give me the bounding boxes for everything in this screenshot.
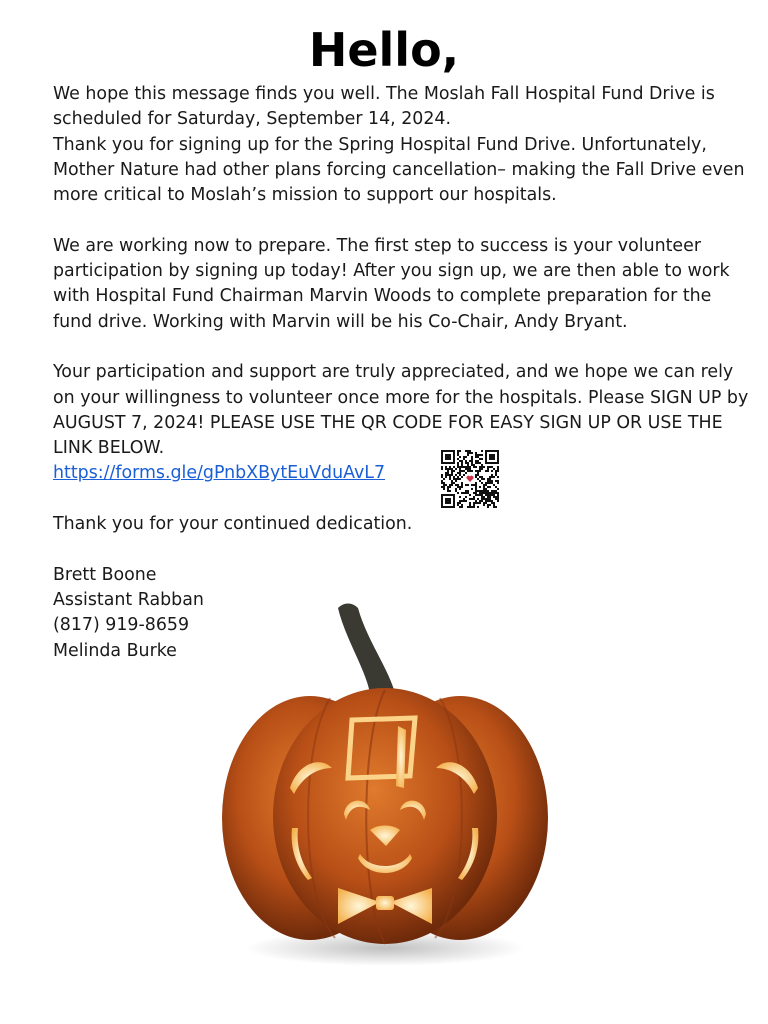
signup-link[interactable]: https://forms.gle/gPnbXBytEuVduAvL7 bbox=[53, 463, 386, 484]
closing-line: Thank you for your continued dedication. bbox=[53, 514, 413, 535]
pumpkin-image bbox=[220, 598, 550, 998]
letter-body bbox=[53, 82, 753, 664]
paragraph-2: We are working now to prepare. The first step to success is your volunteer participation by signing up today! After you sign up, we are then able to work with Hospital Fund Chairman Marvin Woods to complete preparation for the fund drive. Working with Marvin will be his Co-Chair, Andy Bryant. bbox=[53, 235, 730, 332]
signature-name: Brett Boone bbox=[53, 564, 157, 585]
qr-code-icon[interactable] bbox=[441, 450, 499, 508]
greeting-heading: Hello, bbox=[308, 23, 460, 77]
paragraph-1b: Thank you for signing up for the Spring Hospital Fund Drive. Unfortunately, Mother Nature had other plans forcing cancellation– making the Fall Drive even more critical to Moslah’s mission to support our hospitals. bbox=[53, 134, 745, 206]
signature-name-2: Melinda Burke bbox=[53, 640, 177, 661]
paragraph-3: Your participation and support are truly appreciated, and we hope we can rely on your willingness to volunteer once more for the hospitals. Please SIGN UP by AUGUST 7, 2024! PLEASE USE THE QR CODE FOR EASY SIGN UP OR USE THE LINK BELOW. bbox=[53, 362, 749, 459]
signature-phone: (817) 919-8659 bbox=[53, 615, 190, 636]
paragraph-1a: We hope this message finds you well. The Moslah Fall Hospital Fund Drive is scheduled for Saturday, September 14, 2024. bbox=[53, 84, 715, 130]
signature-role: Assistant Rabban bbox=[53, 589, 204, 610]
